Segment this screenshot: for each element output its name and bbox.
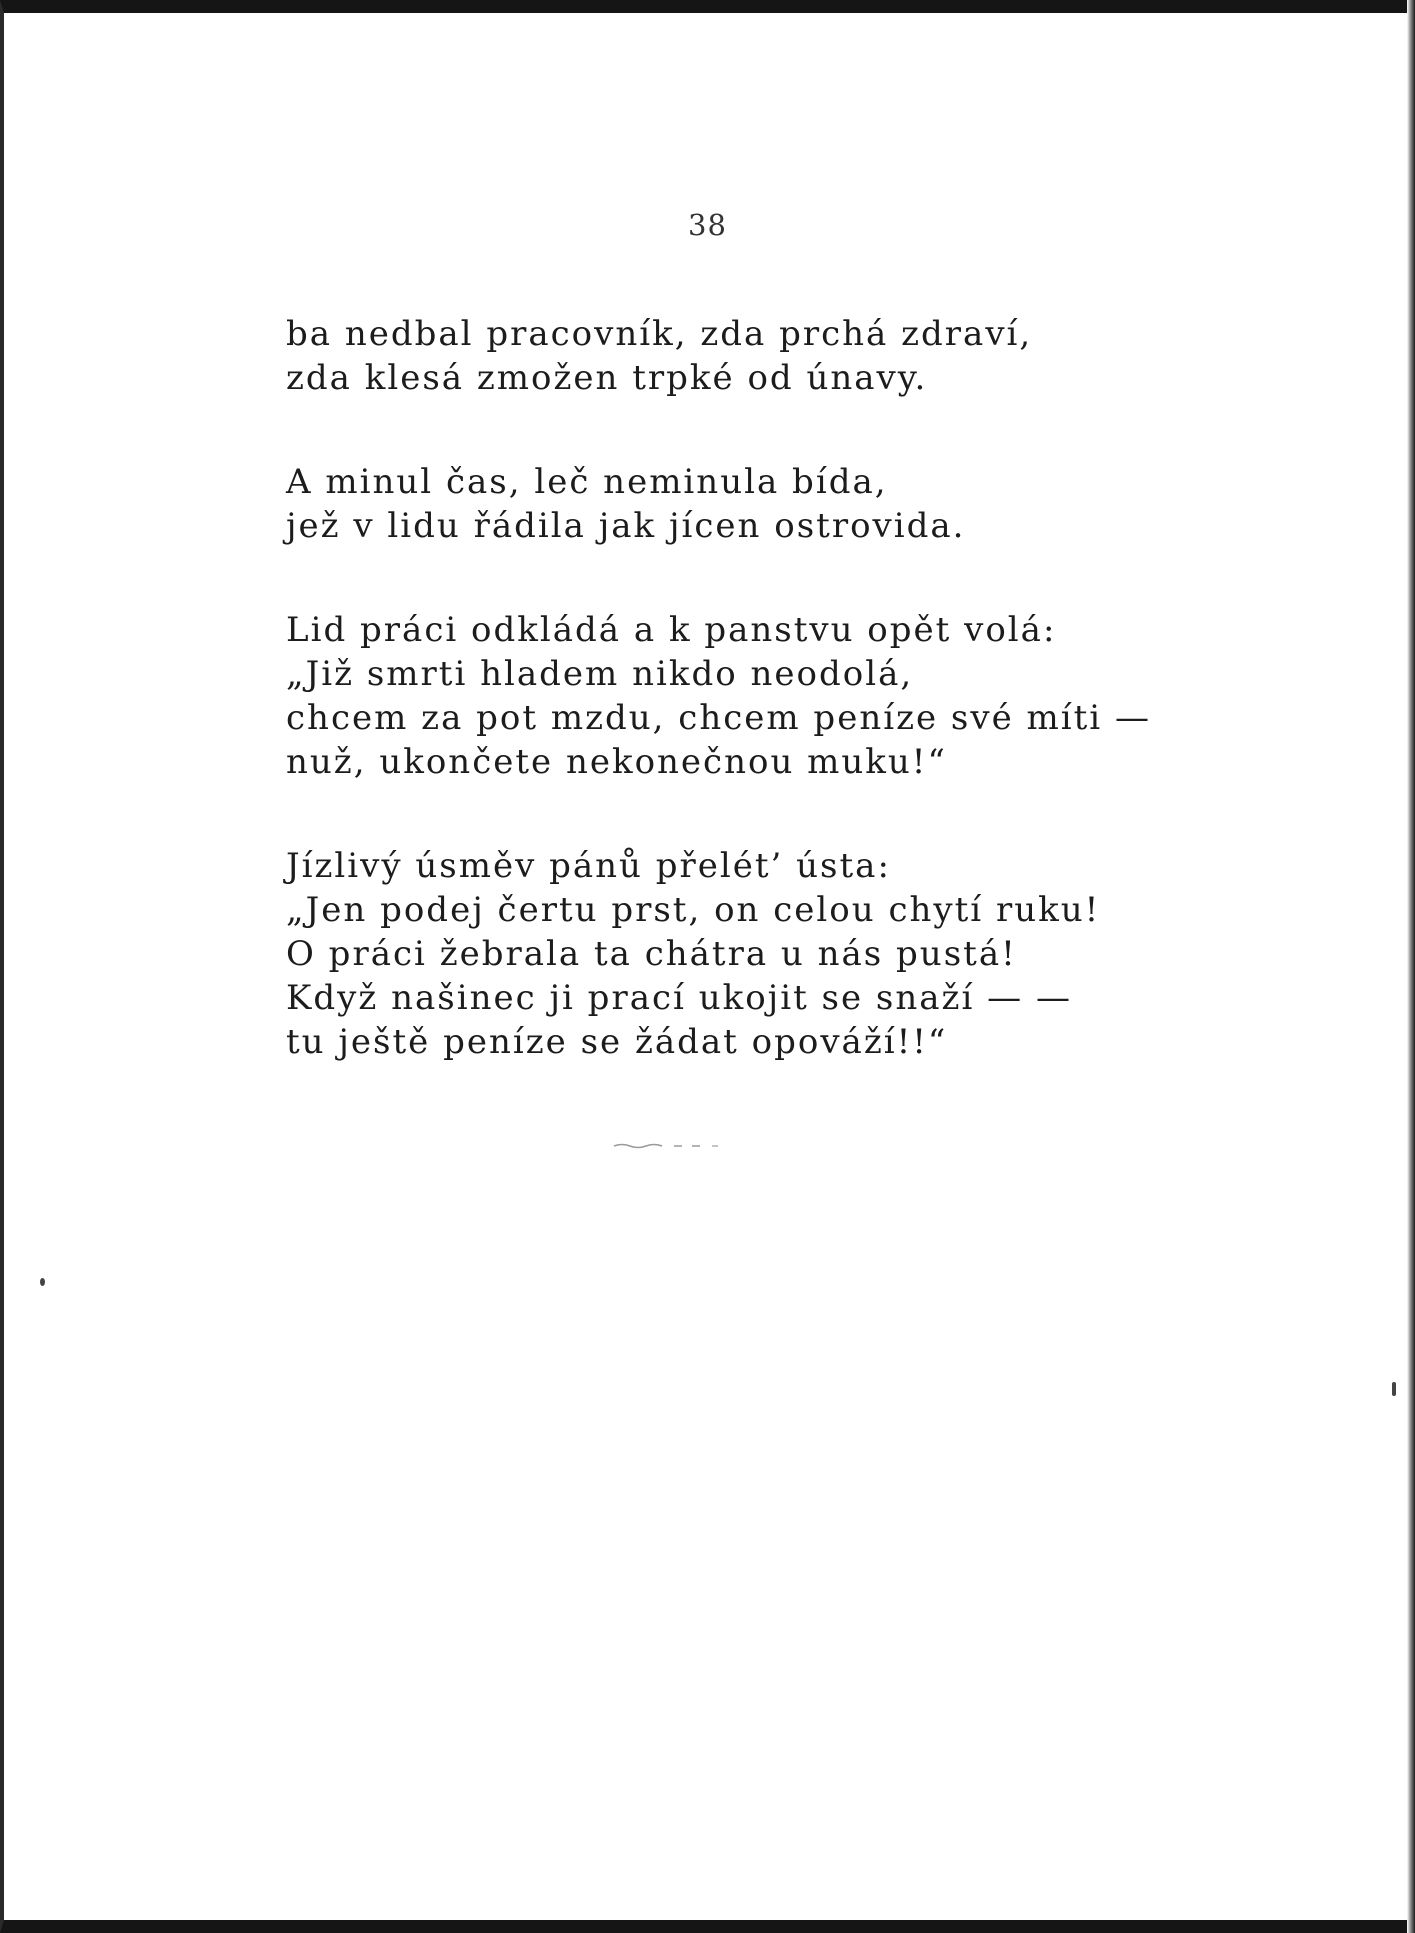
ornament-divider: [612, 1140, 762, 1150]
page-edge-shadow: [1407, 0, 1415, 1933]
stanza-1: [286, 312, 1346, 400]
poem-line: Lid práci odkládá a k panstvu opět volá:: [286, 610, 1057, 650]
stanza-4: [286, 844, 1346, 1064]
poem-line: chcem za pot mzdu, chcem peníze své míti —: [286, 698, 1151, 738]
poem-line: „Již smrti hladem nikdo neodolá,: [286, 654, 914, 694]
scan-speck: [40, 1278, 45, 1286]
poem-line: „Jen podej čertu prst, on celou chytí ruku!: [286, 890, 1101, 930]
poem-line: zda klesá zmožen trpké od únavy.: [286, 358, 928, 398]
poem-line: tu ještě peníze se žádat opováží!!“: [286, 1022, 948, 1062]
poem: [286, 312, 1346, 1124]
stanza-2: [286, 460, 1346, 548]
poem-line: A minul čas, leč neminula bída,: [286, 462, 888, 502]
poem-line: nuž, ukončete nekonečnou muku!“: [286, 742, 947, 782]
poem-line: ba nedbal pracovník, zda prchá zdraví,: [286, 314, 1033, 354]
poem-line: jež v lidu řádila jak jícen ostrovida.: [286, 506, 966, 546]
scan-speck: [1392, 1382, 1396, 1396]
poem-line: Jízlivý úsměv pánů přelét’ ústa:: [286, 846, 891, 886]
poem-line: Když našinec ji prací ukojit se snaží — —: [286, 978, 1072, 1018]
poem-line: O práci žebrala ta chátra u nás pustá!: [286, 934, 1017, 974]
stanza-3: [286, 608, 1346, 784]
page-number: 38: [688, 208, 727, 242]
